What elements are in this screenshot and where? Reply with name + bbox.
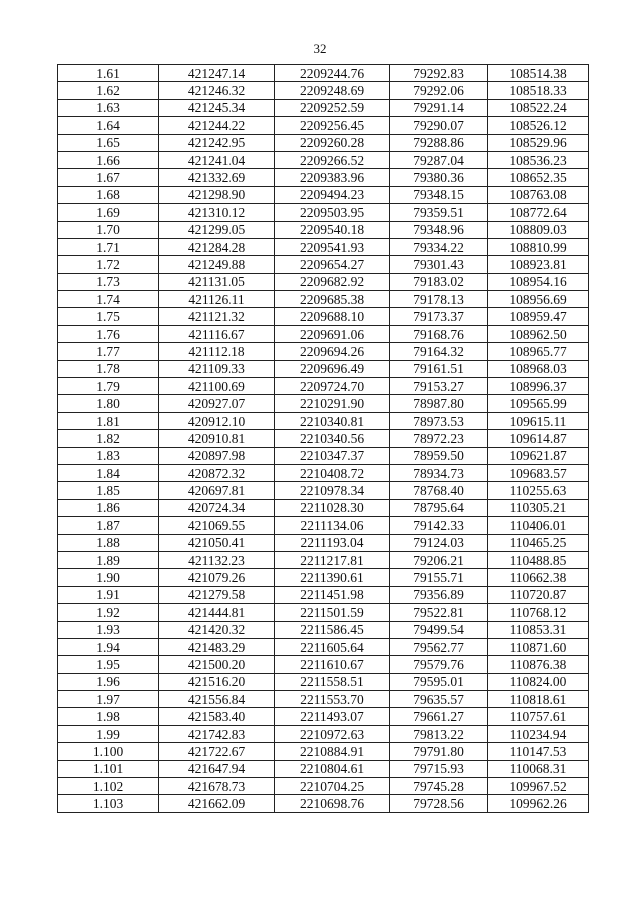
point-id-cell: 1.77 xyxy=(58,343,159,360)
x-local-cell: 78973.53 xyxy=(390,412,488,429)
x-coordinate-cell: 421244.22 xyxy=(159,117,275,134)
x-local-cell: 78959.50 xyxy=(390,447,488,464)
x-coordinate-cell: 421100.69 xyxy=(159,378,275,395)
point-id-cell: 1.89 xyxy=(58,551,159,568)
y-local-cell: 110768.12 xyxy=(488,604,589,621)
y-local-cell: 110757.61 xyxy=(488,708,589,725)
y-coordinate-cell: 2211193.04 xyxy=(275,534,390,551)
point-id-cell: 1.62 xyxy=(58,82,159,99)
x-coordinate-cell: 421112.18 xyxy=(159,343,275,360)
x-coordinate-cell: 421050.41 xyxy=(159,534,275,551)
y-coordinate-cell: 2211134.06 xyxy=(275,517,390,534)
point-id-cell: 1.82 xyxy=(58,430,159,447)
x-local-cell: 79562.77 xyxy=(390,638,488,655)
table-row xyxy=(58,412,589,429)
y-local-cell: 109621.87 xyxy=(488,447,589,464)
x-coordinate-cell: 421556.84 xyxy=(159,691,275,708)
x-local-cell: 79813.22 xyxy=(390,725,488,742)
x-coordinate-cell: 421132.23 xyxy=(159,551,275,568)
point-id-cell: 1.84 xyxy=(58,464,159,481)
y-coordinate-cell: 2209540.18 xyxy=(275,221,390,238)
point-id-cell: 1.64 xyxy=(58,117,159,134)
y-local-cell: 110465.25 xyxy=(488,534,589,551)
x-local-cell: 79178.13 xyxy=(390,291,488,308)
y-coordinate-cell: 2211610.67 xyxy=(275,656,390,673)
x-coordinate-cell: 421249.88 xyxy=(159,256,275,273)
point-id-cell: 1.66 xyxy=(58,151,159,168)
table-row xyxy=(58,517,589,534)
x-local-cell: 79287.04 xyxy=(390,151,488,168)
coordinates-table xyxy=(57,64,589,813)
y-local-cell: 109967.52 xyxy=(488,778,589,795)
y-coordinate-cell: 2211028.30 xyxy=(275,499,390,516)
y-local-cell: 108968.03 xyxy=(488,360,589,377)
x-local-cell: 79522.81 xyxy=(390,604,488,621)
x-local-cell: 78987.80 xyxy=(390,395,488,412)
y-local-cell: 108962.50 xyxy=(488,325,589,342)
y-local-cell: 108772.64 xyxy=(488,204,589,221)
x-coordinate-cell: 421420.32 xyxy=(159,621,275,638)
point-id-cell: 1.101 xyxy=(58,760,159,777)
table-row xyxy=(58,604,589,621)
point-id-cell: 1.74 xyxy=(58,291,159,308)
table-row xyxy=(58,82,589,99)
y-local-cell: 109615.11 xyxy=(488,412,589,429)
y-coordinate-cell: 2209696.49 xyxy=(275,360,390,377)
table-row xyxy=(58,169,589,186)
x-coordinate-cell: 420912.10 xyxy=(159,412,275,429)
x-local-cell: 78972.23 xyxy=(390,430,488,447)
x-local-cell: 79356.89 xyxy=(390,586,488,603)
point-id-cell: 1.81 xyxy=(58,412,159,429)
x-local-cell: 79124.03 xyxy=(390,534,488,551)
point-id-cell: 1.86 xyxy=(58,499,159,516)
y-coordinate-cell: 2209682.92 xyxy=(275,273,390,290)
point-id-cell: 1.92 xyxy=(58,604,159,621)
table-row xyxy=(58,447,589,464)
table-row xyxy=(58,551,589,568)
point-id-cell: 1.73 xyxy=(58,273,159,290)
page-number: 32 xyxy=(313,41,327,56)
table-row xyxy=(58,343,589,360)
y-coordinate-cell: 2211501.59 xyxy=(275,604,390,621)
x-coordinate-cell: 421310.12 xyxy=(159,204,275,221)
point-id-cell: 1.63 xyxy=(58,99,159,116)
x-local-cell: 79635.57 xyxy=(390,691,488,708)
x-coordinate-cell: 421245.34 xyxy=(159,99,275,116)
table-row xyxy=(58,221,589,238)
y-coordinate-cell: 2209541.93 xyxy=(275,238,390,255)
point-id-cell: 1.103 xyxy=(58,795,159,812)
table-row xyxy=(58,760,589,777)
table-row xyxy=(58,65,589,82)
x-coordinate-cell: 420724.34 xyxy=(159,499,275,516)
y-coordinate-cell: 2210972.63 xyxy=(275,725,390,742)
x-coordinate-cell: 421079.26 xyxy=(159,569,275,586)
y-coordinate-cell: 2210340.56 xyxy=(275,430,390,447)
y-coordinate-cell: 2210698.76 xyxy=(275,795,390,812)
x-local-cell: 79595.01 xyxy=(390,673,488,690)
x-local-cell: 79292.83 xyxy=(390,65,488,82)
y-local-cell: 110871.60 xyxy=(488,638,589,655)
x-local-cell: 79164.32 xyxy=(390,343,488,360)
table-row xyxy=(58,621,589,638)
table-row xyxy=(58,325,589,342)
y-local-cell: 108954.16 xyxy=(488,273,589,290)
table-row xyxy=(58,378,589,395)
point-id-cell: 1.93 xyxy=(58,621,159,638)
y-local-cell: 110068.31 xyxy=(488,760,589,777)
y-local-cell: 108810.99 xyxy=(488,238,589,255)
table-row xyxy=(58,117,589,134)
x-local-cell: 79153.27 xyxy=(390,378,488,395)
x-coordinate-cell: 421299.05 xyxy=(159,221,275,238)
y-coordinate-cell: 2210804.61 xyxy=(275,760,390,777)
x-local-cell: 79206.21 xyxy=(390,551,488,568)
table-row xyxy=(58,464,589,481)
x-local-cell: 79745.28 xyxy=(390,778,488,795)
table-row xyxy=(58,308,589,325)
x-coordinate-cell: 421483.29 xyxy=(159,638,275,655)
table-row xyxy=(58,569,589,586)
table-row xyxy=(58,708,589,725)
y-coordinate-cell: 2211586.45 xyxy=(275,621,390,638)
y-local-cell: 108809.03 xyxy=(488,221,589,238)
point-id-cell: 1.96 xyxy=(58,673,159,690)
x-coordinate-cell: 421332.69 xyxy=(159,169,275,186)
x-local-cell: 79715.93 xyxy=(390,760,488,777)
x-coordinate-cell: 421722.67 xyxy=(159,743,275,760)
y-local-cell: 108536.23 xyxy=(488,151,589,168)
table-row xyxy=(58,638,589,655)
point-id-cell: 1.94 xyxy=(58,638,159,655)
y-local-cell: 109565.99 xyxy=(488,395,589,412)
table-row xyxy=(58,482,589,499)
x-coordinate-cell: 421279.58 xyxy=(159,586,275,603)
x-local-cell: 79348.96 xyxy=(390,221,488,238)
point-id-cell: 1.72 xyxy=(58,256,159,273)
point-id-cell: 1.88 xyxy=(58,534,159,551)
table-row xyxy=(58,238,589,255)
table-row xyxy=(58,360,589,377)
x-coordinate-cell: 421109.33 xyxy=(159,360,275,377)
table-row xyxy=(58,673,589,690)
x-local-cell: 79142.33 xyxy=(390,517,488,534)
y-coordinate-cell: 2211605.64 xyxy=(275,638,390,655)
x-coordinate-cell: 420697.81 xyxy=(159,482,275,499)
table-row xyxy=(58,291,589,308)
x-coordinate-cell: 421116.67 xyxy=(159,325,275,342)
x-coordinate-cell: 420897.98 xyxy=(159,447,275,464)
table-row xyxy=(58,725,589,742)
table-row xyxy=(58,499,589,516)
point-id-cell: 1.67 xyxy=(58,169,159,186)
x-coordinate-cell: 421662.09 xyxy=(159,795,275,812)
point-id-cell: 1.102 xyxy=(58,778,159,795)
x-coordinate-cell: 421126.11 xyxy=(159,291,275,308)
y-coordinate-cell: 2211558.51 xyxy=(275,673,390,690)
table-row xyxy=(58,134,589,151)
table-row xyxy=(58,586,589,603)
y-coordinate-cell: 2209503.95 xyxy=(275,204,390,221)
point-id-cell: 1.91 xyxy=(58,586,159,603)
y-coordinate-cell: 2209266.52 xyxy=(275,151,390,168)
point-id-cell: 1.100 xyxy=(58,743,159,760)
x-coordinate-cell: 421131.05 xyxy=(159,273,275,290)
point-id-cell: 1.65 xyxy=(58,134,159,151)
point-id-cell: 1.99 xyxy=(58,725,159,742)
y-local-cell: 110662.38 xyxy=(488,569,589,586)
y-coordinate-cell: 2210884.91 xyxy=(275,743,390,760)
y-coordinate-cell: 2210291.90 xyxy=(275,395,390,412)
x-coordinate-cell: 420872.32 xyxy=(159,464,275,481)
x-local-cell: 79155.71 xyxy=(390,569,488,586)
x-local-cell: 78934.73 xyxy=(390,464,488,481)
y-coordinate-cell: 2211451.98 xyxy=(275,586,390,603)
y-coordinate-cell: 2209248.69 xyxy=(275,82,390,99)
y-local-cell: 110853.31 xyxy=(488,621,589,638)
x-local-cell: 79301.43 xyxy=(390,256,488,273)
y-coordinate-cell: 2209252.59 xyxy=(275,99,390,116)
x-local-cell: 79380.36 xyxy=(390,169,488,186)
y-coordinate-cell: 2210408.72 xyxy=(275,464,390,481)
y-coordinate-cell: 2211493.07 xyxy=(275,708,390,725)
x-local-cell: 78795.64 xyxy=(390,499,488,516)
y-local-cell: 108956.69 xyxy=(488,291,589,308)
x-local-cell: 79661.27 xyxy=(390,708,488,725)
x-coordinate-cell: 420927.07 xyxy=(159,395,275,412)
point-id-cell: 1.69 xyxy=(58,204,159,221)
x-local-cell: 79183.02 xyxy=(390,273,488,290)
x-local-cell: 79173.37 xyxy=(390,308,488,325)
x-coordinate-cell: 421742.83 xyxy=(159,725,275,742)
x-coordinate-cell: 421583.40 xyxy=(159,708,275,725)
y-coordinate-cell: 2211553.70 xyxy=(275,691,390,708)
y-local-cell: 109683.57 xyxy=(488,464,589,481)
y-local-cell: 108514.38 xyxy=(488,65,589,82)
y-coordinate-cell: 2209694.26 xyxy=(275,343,390,360)
table-row xyxy=(58,256,589,273)
point-id-cell: 1.78 xyxy=(58,360,159,377)
y-coordinate-cell: 2209256.45 xyxy=(275,117,390,134)
point-id-cell: 1.98 xyxy=(58,708,159,725)
y-local-cell: 108965.77 xyxy=(488,343,589,360)
x-local-cell: 79161.51 xyxy=(390,360,488,377)
x-coordinate-cell: 421069.55 xyxy=(159,517,275,534)
point-id-cell: 1.87 xyxy=(58,517,159,534)
y-local-cell: 110876.38 xyxy=(488,656,589,673)
x-coordinate-cell: 421500.20 xyxy=(159,656,275,673)
point-id-cell: 1.83 xyxy=(58,447,159,464)
y-local-cell: 108518.33 xyxy=(488,82,589,99)
x-local-cell: 79168.76 xyxy=(390,325,488,342)
table-row xyxy=(58,151,589,168)
x-coordinate-cell: 421247.14 xyxy=(159,65,275,82)
y-coordinate-cell: 2209685.38 xyxy=(275,291,390,308)
y-local-cell: 108652.35 xyxy=(488,169,589,186)
y-local-cell: 108923.81 xyxy=(488,256,589,273)
y-local-cell: 108996.37 xyxy=(488,378,589,395)
x-local-cell: 79579.76 xyxy=(390,656,488,673)
table-row xyxy=(58,778,589,795)
x-local-cell: 79291.14 xyxy=(390,99,488,116)
point-id-cell: 1.76 xyxy=(58,325,159,342)
x-local-cell: 79348.15 xyxy=(390,186,488,203)
y-local-cell: 110234.94 xyxy=(488,725,589,742)
y-coordinate-cell: 2209244.76 xyxy=(275,65,390,82)
y-coordinate-cell: 2210978.34 xyxy=(275,482,390,499)
y-local-cell: 109614.87 xyxy=(488,430,589,447)
y-coordinate-cell: 2209688.10 xyxy=(275,308,390,325)
x-local-cell: 79288.86 xyxy=(390,134,488,151)
y-local-cell: 110305.21 xyxy=(488,499,589,516)
table-row xyxy=(58,273,589,290)
x-coordinate-cell: 421444.81 xyxy=(159,604,275,621)
x-local-cell: 79499.54 xyxy=(390,621,488,638)
y-coordinate-cell: 2209494.23 xyxy=(275,186,390,203)
y-local-cell: 108526.12 xyxy=(488,117,589,134)
y-local-cell: 110406.01 xyxy=(488,517,589,534)
y-coordinate-cell: 2209383.96 xyxy=(275,169,390,186)
table-row xyxy=(58,395,589,412)
y-local-cell: 110147.53 xyxy=(488,743,589,760)
y-coordinate-cell: 2209260.28 xyxy=(275,134,390,151)
y-local-cell: 108763.08 xyxy=(488,186,589,203)
x-coordinate-cell: 421246.32 xyxy=(159,82,275,99)
point-id-cell: 1.85 xyxy=(58,482,159,499)
table-row xyxy=(58,204,589,221)
point-id-cell: 1.79 xyxy=(58,378,159,395)
point-id-cell: 1.70 xyxy=(58,221,159,238)
y-local-cell: 110824.00 xyxy=(488,673,589,690)
x-local-cell: 79359.51 xyxy=(390,204,488,221)
x-coordinate-cell: 421242.95 xyxy=(159,134,275,151)
y-local-cell: 110255.63 xyxy=(488,482,589,499)
y-local-cell: 109962.26 xyxy=(488,795,589,812)
y-local-cell: 110488.85 xyxy=(488,551,589,568)
x-coordinate-cell: 421678.73 xyxy=(159,778,275,795)
table-row xyxy=(58,795,589,812)
point-id-cell: 1.61 xyxy=(58,65,159,82)
x-coordinate-cell: 421298.90 xyxy=(159,186,275,203)
x-coordinate-cell: 421516.20 xyxy=(159,673,275,690)
y-coordinate-cell: 2211390.61 xyxy=(275,569,390,586)
point-id-cell: 1.97 xyxy=(58,691,159,708)
point-id-cell: 1.71 xyxy=(58,238,159,255)
x-local-cell: 79292.06 xyxy=(390,82,488,99)
point-id-cell: 1.95 xyxy=(58,656,159,673)
point-id-cell: 1.80 xyxy=(58,395,159,412)
x-local-cell: 79791.80 xyxy=(390,743,488,760)
table-row xyxy=(58,743,589,760)
table-row xyxy=(58,691,589,708)
table-row xyxy=(58,534,589,551)
y-coordinate-cell: 2210704.25 xyxy=(275,778,390,795)
y-local-cell: 110720.87 xyxy=(488,586,589,603)
x-local-cell: 79334.22 xyxy=(390,238,488,255)
table-row xyxy=(58,430,589,447)
coordinates-table-body xyxy=(58,65,589,813)
table-row xyxy=(58,656,589,673)
y-coordinate-cell: 2209691.06 xyxy=(275,325,390,342)
point-id-cell: 1.90 xyxy=(58,569,159,586)
y-coordinate-cell: 2209654.27 xyxy=(275,256,390,273)
y-coordinate-cell: 2210340.81 xyxy=(275,412,390,429)
y-local-cell: 108529.96 xyxy=(488,134,589,151)
x-local-cell: 79728.56 xyxy=(390,795,488,812)
point-id-cell: 1.68 xyxy=(58,186,159,203)
x-local-cell: 79290.07 xyxy=(390,117,488,134)
y-local-cell: 110818.61 xyxy=(488,691,589,708)
y-local-cell: 108959.47 xyxy=(488,308,589,325)
x-coordinate-cell: 421647.94 xyxy=(159,760,275,777)
table-row xyxy=(58,186,589,203)
x-coordinate-cell: 421241.04 xyxy=(159,151,275,168)
y-coordinate-cell: 2209724.70 xyxy=(275,378,390,395)
x-coordinate-cell: 420910.81 xyxy=(159,430,275,447)
x-coordinate-cell: 421284.28 xyxy=(159,238,275,255)
y-local-cell: 108522.24 xyxy=(488,99,589,116)
y-coordinate-cell: 2210347.37 xyxy=(275,447,390,464)
x-coordinate-cell: 421121.32 xyxy=(159,308,275,325)
x-local-cell: 78768.40 xyxy=(390,482,488,499)
y-coordinate-cell: 2211217.81 xyxy=(275,551,390,568)
table-row xyxy=(58,99,589,116)
point-id-cell: 1.75 xyxy=(58,308,159,325)
